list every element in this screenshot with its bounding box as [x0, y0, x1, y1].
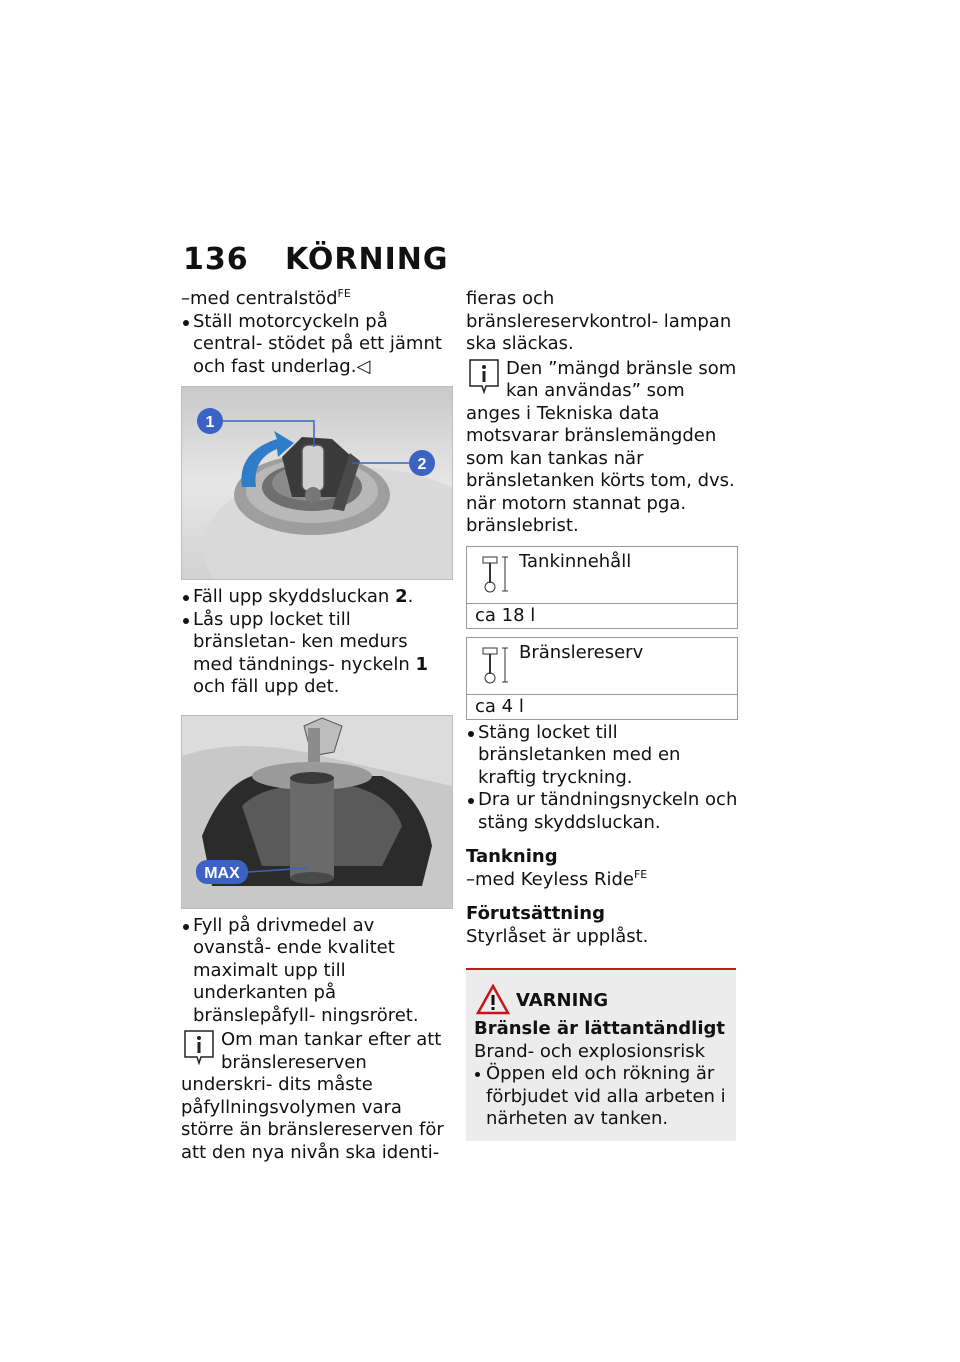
warning-bullet: Öppen eld och rökning är förbjudet vid alla arbeten i närheten av tanken. — [466, 1063, 736, 1131]
info-note-reserve: Om man tankar efter att bränslereserven underskri- dits måste påfyllningsvolymen vara större än bränslereserven för att den nya nivån ska identi- — [181, 1029, 444, 1163]
bullet-centerstand: Ställ motorcyckeln på central- stödet på ett jämnt och fast underlag.◁ — [181, 311, 453, 379]
spec-icon — [481, 555, 511, 595]
data-table-fuel-reserve — [466, 637, 738, 720]
heading-refueling: Tankning — [466, 846, 558, 867]
bullet-open-flap: Fäll upp skyddsluckan 2. — [181, 586, 453, 609]
end-mark-icon: ◁ — [356, 355, 371, 377]
condition-keyless: –med Keyless Ride$^{FE}$ — [466, 867, 648, 890]
callout-2: 2 — [417, 456, 427, 473]
warning-risk: Brand- och explosionsrisk — [474, 1040, 706, 1062]
bullet-remove-key: Dra ur tändningsnyckeln och stäng skyddsluckan. — [466, 789, 738, 834]
fuel-cap-figure — [181, 386, 453, 580]
info-icon — [181, 1029, 221, 1073]
left-column — [181, 288, 453, 1164]
callout-max: MAX — [204, 864, 240, 882]
fuel-reserve-value: ca 4 l — [475, 695, 524, 717]
heading-prerequisite: Förutsättning — [466, 903, 605, 924]
bullet-fill-fuel: Fyll på drivmedel av ovanstå- ende kvalitet maximalt upp till underkanten på bränslepåfyll- ningsröret. — [181, 915, 453, 1028]
warning-triangle-icon — [476, 984, 510, 1016]
filler-neck-figure — [181, 715, 453, 909]
bullet-close-cap: Stäng locket till bränsletanken med en kraftig tryckning. — [466, 722, 738, 790]
warning-box — [466, 968, 736, 1141]
continued-text: fieras och bränslereservkontrol- lampan ska släckas. — [466, 288, 732, 354]
tank-capacity-label: Tankinnehåll — [519, 550, 632, 572]
info-icon — [466, 358, 506, 402]
page-number: 136 — [183, 242, 249, 277]
callout-1: 1 — [205, 414, 215, 431]
bullet-unlock-cap: Lås upp locket till bränsletan- ken medurs med tändnings- nyckeln 1 och fäll upp det. — [181, 609, 453, 699]
chapter-title: KÖRNING — [285, 242, 449, 277]
right-column — [466, 288, 738, 1141]
warning-title: VARNING — [516, 990, 609, 1011]
spec-icon — [481, 646, 511, 686]
fuel-reserve-label: Bränslereserv — [519, 641, 644, 663]
data-table-tank-capacity — [466, 546, 738, 629]
page-header — [183, 242, 449, 277]
prerequisite-text: Styrlåset är upplåst. — [466, 925, 649, 947]
warning-heading: Bränsle är lättantändligt — [474, 1018, 725, 1039]
condition-centerstand: –med centralstöd$^{FE}$ — [181, 287, 351, 309]
tank-capacity-value: ca 18 l — [475, 604, 536, 626]
info-note-usable-fuel: Den ”mängd bränsle som kan användas” som anges i Tekniska data motsvarar bränslemängden som kan tankas när bränsletanken körts tom, dvs. när motorn stannat pga. bränslebrist. — [466, 357, 737, 536]
